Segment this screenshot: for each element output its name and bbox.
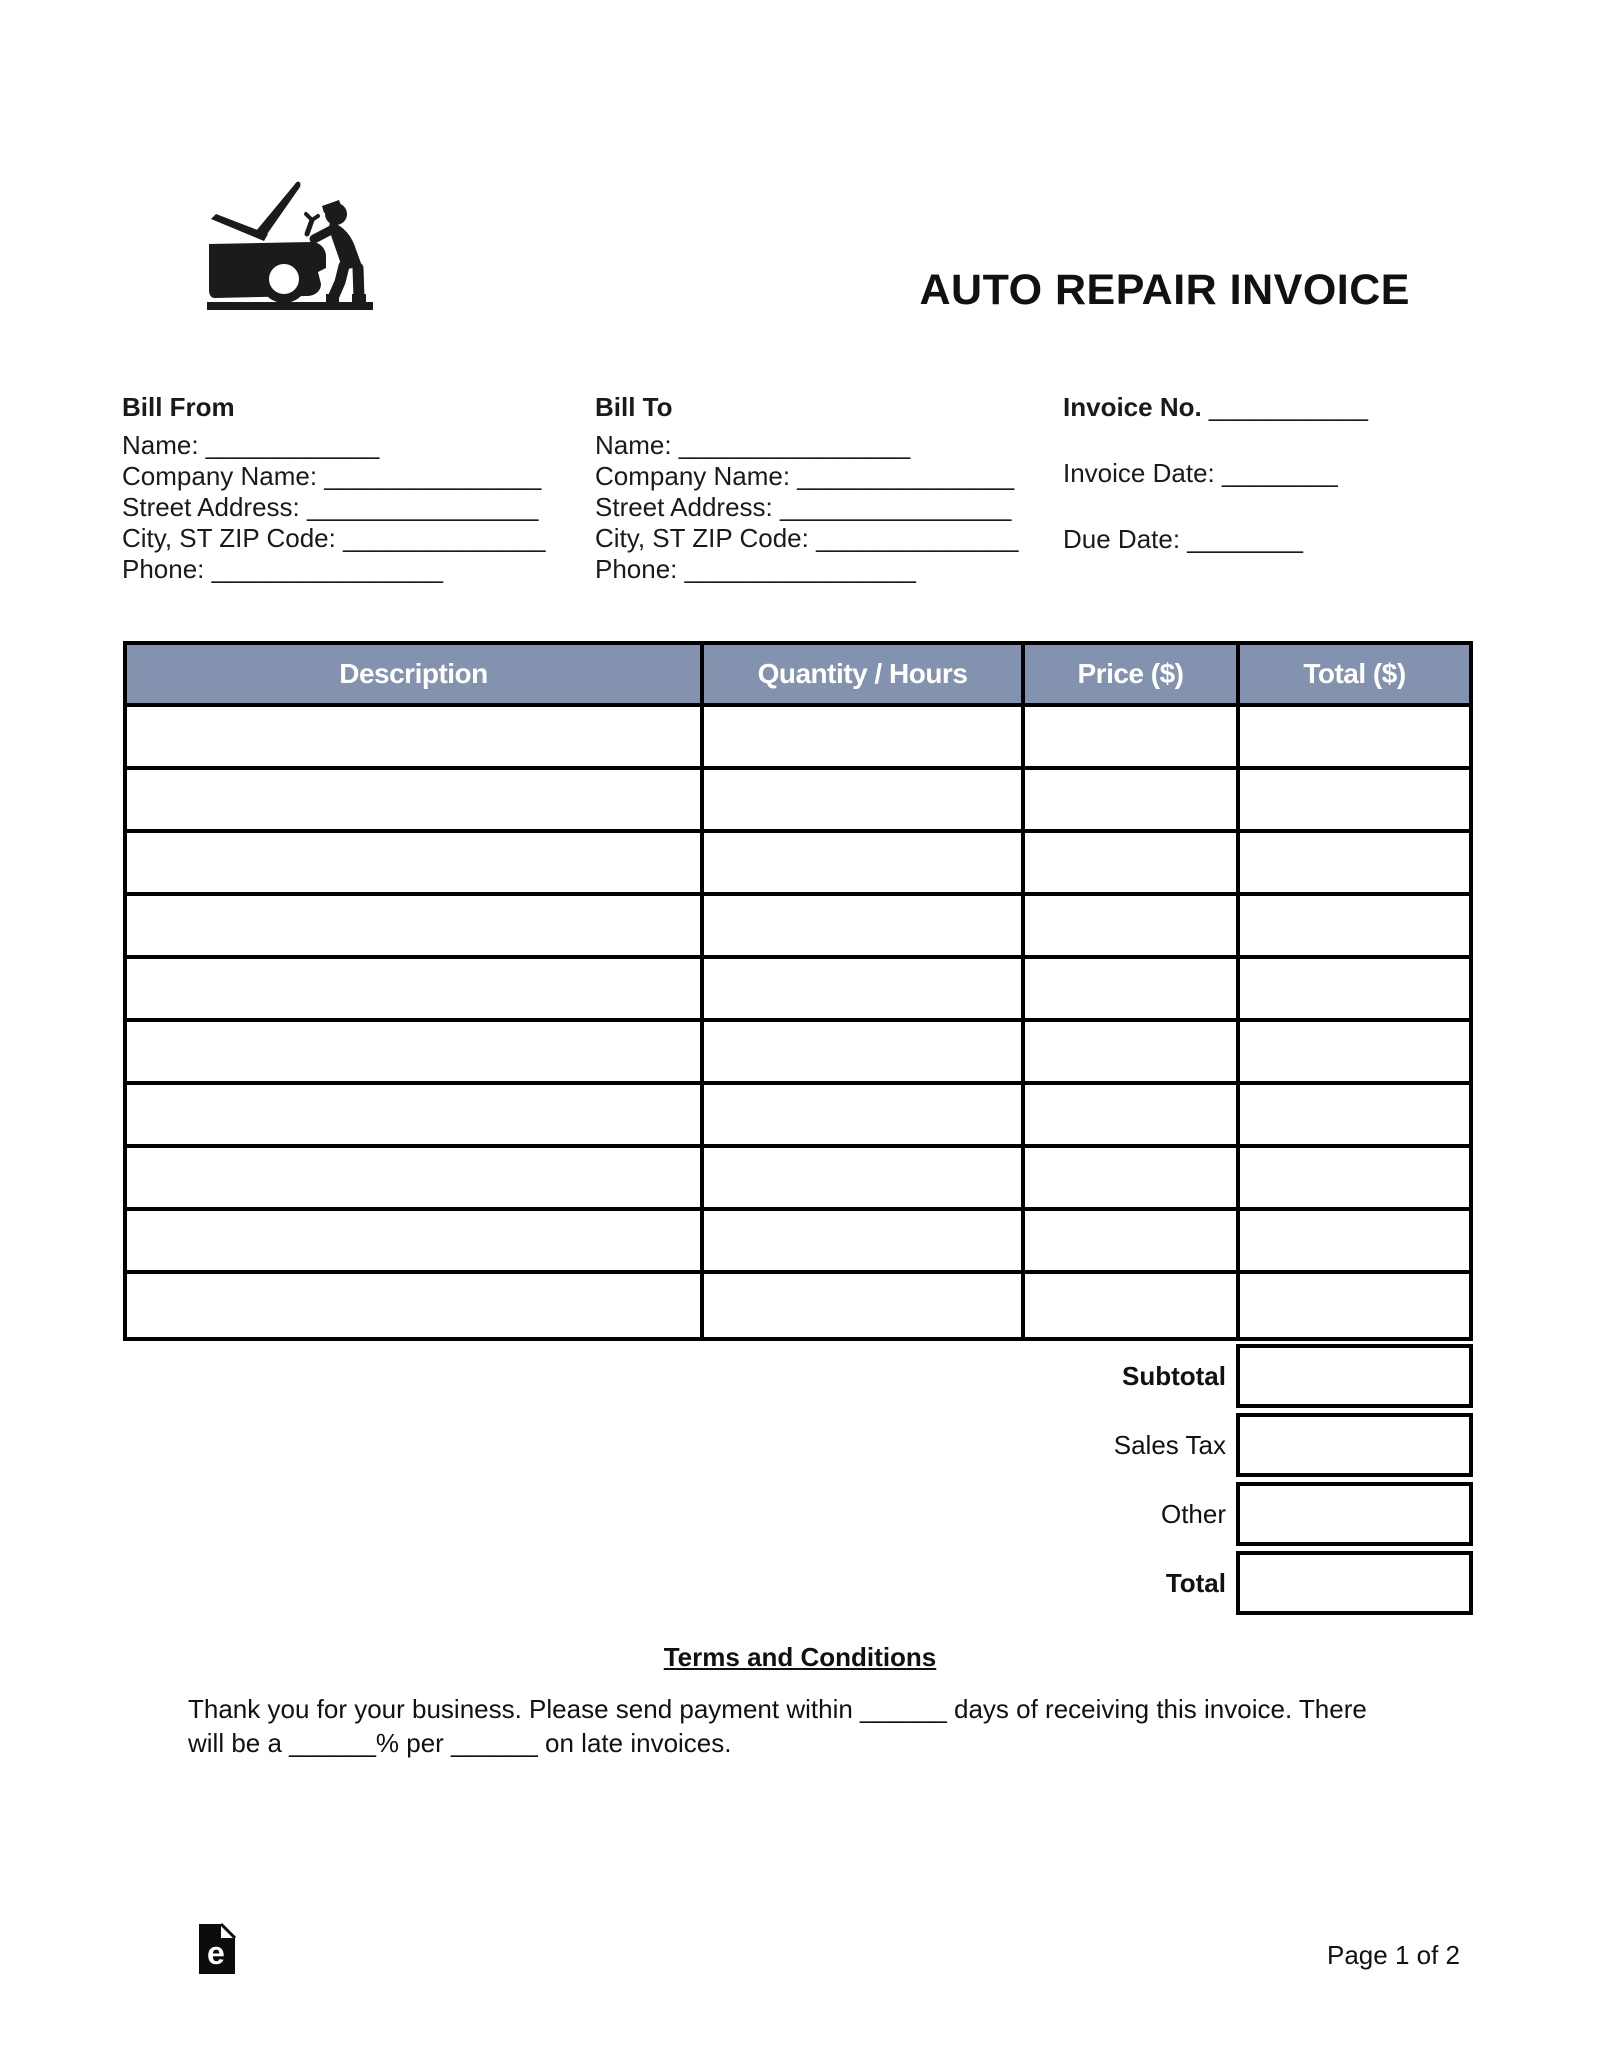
due-date-label: Due Date:	[1063, 524, 1181, 554]
summary-row-other	[1160, 1482, 1473, 1546]
column-header-quantity-hours: Quantity / Hours	[704, 645, 1025, 707]
summary-row-total	[1165, 1551, 1473, 1615]
terms-line-1: Thank you for your business. Please send payment within ______ days of receiving this invoice. There	[188, 1694, 1367, 1724]
invoice-meta-section	[1063, 392, 1368, 590]
item-cell[interactable]	[127, 1022, 704, 1085]
bill-from-company-line: Company Name: _______________	[122, 461, 542, 491]
bill-from-phone-line: Phone: ________________	[122, 554, 443, 584]
column-header-description: Description	[127, 645, 704, 707]
item-cell[interactable]	[1240, 959, 1469, 1022]
total-label: Total	[1165, 1568, 1226, 1598]
item-cell[interactable]	[1025, 1022, 1240, 1085]
item-cell[interactable]	[1240, 896, 1469, 959]
bill-from-section	[122, 392, 546, 585]
bill-to-street-line: Street Address: ________________	[595, 492, 1012, 522]
item-cell[interactable]	[1240, 1211, 1469, 1274]
item-cell[interactable]	[1240, 1148, 1469, 1211]
item-cell[interactable]	[1025, 833, 1240, 896]
item-cell[interactable]	[704, 959, 1025, 1022]
item-cell[interactable]	[704, 1085, 1025, 1148]
item-cell[interactable]	[127, 896, 704, 959]
due-date-blank: ________	[1180, 524, 1303, 554]
bill-to-company-line: Company Name: _______________	[595, 461, 1015, 491]
bill-from-name-line: Name: ____________	[122, 430, 380, 460]
total-value-box[interactable]	[1236, 1551, 1473, 1615]
invoice-no-label: Invoice No.	[1063, 392, 1202, 422]
item-cell[interactable]	[704, 1211, 1025, 1274]
summary-row-subtotal	[1122, 1344, 1473, 1408]
item-cell[interactable]	[704, 1274, 1025, 1337]
item-cell[interactable]	[1025, 896, 1240, 959]
summary-row-sales-tax	[1113, 1413, 1473, 1477]
item-cell[interactable]	[704, 1022, 1025, 1085]
terms-line-2: will be a ______% per ______ on late invoices.	[188, 1728, 732, 1758]
item-cell[interactable]	[1025, 770, 1240, 833]
item-cell[interactable]	[1025, 959, 1240, 1022]
bill-from-heading: Bill From	[122, 392, 235, 422]
page-title: AUTO REPAIR INVOICE	[919, 266, 1410, 314]
item-cell[interactable]	[1240, 833, 1469, 896]
invoice-date-line	[1063, 458, 1368, 489]
page-number: Page 1 of 2	[1327, 1940, 1460, 1970]
item-cell[interactable]	[704, 896, 1025, 959]
item-cell[interactable]	[127, 833, 704, 896]
column-header-price: Price ($)	[1025, 645, 1240, 707]
bill-from-city-line: City, ST ZIP Code: ______________	[122, 523, 546, 553]
item-cell[interactable]	[127, 707, 704, 770]
due-date-line	[1063, 524, 1368, 555]
bill-to-name-line: Name: ________________	[595, 430, 911, 460]
item-cell[interactable]	[127, 770, 704, 833]
item-cell[interactable]	[1025, 1211, 1240, 1274]
item-cell[interactable]	[1240, 1085, 1469, 1148]
auto-repair-logo-icon	[193, 172, 405, 320]
other-label: Other	[1160, 1499, 1226, 1529]
item-cell[interactable]	[1025, 707, 1240, 770]
items-table	[123, 641, 1473, 1341]
terms-heading: Terms and Conditions	[663, 1642, 937, 1672]
column-header-total: Total ($)	[1240, 645, 1469, 707]
bill-to-section	[595, 392, 1019, 585]
invoice-date-label: Invoice Date:	[1063, 458, 1215, 488]
svg-text:e: e	[207, 1935, 225, 1971]
item-cell[interactable]	[1240, 1274, 1469, 1337]
item-cell[interactable]	[127, 1211, 704, 1274]
invoice-no-line	[1063, 392, 1368, 423]
bill-to-city-line: City, ST ZIP Code: ______________	[595, 523, 1019, 553]
sales-tax-label: Sales Tax	[1113, 1430, 1226, 1460]
subtotal-label: Subtotal	[1122, 1361, 1226, 1391]
item-cell[interactable]	[127, 1148, 704, 1211]
item-cell[interactable]	[704, 1148, 1025, 1211]
item-cell[interactable]	[1025, 1148, 1240, 1211]
eforms-logo-icon	[197, 1922, 237, 1976]
other-value-box[interactable]	[1236, 1482, 1473, 1546]
item-cell[interactable]	[1025, 1274, 1240, 1337]
bill-from-street-line: Street Address: ________________	[122, 492, 539, 522]
item-cell[interactable]	[704, 833, 1025, 896]
subtotal-value-box[interactable]	[1236, 1344, 1473, 1408]
invoice-date-blank: ________	[1214, 458, 1338, 488]
bill-to-heading: Bill To	[595, 392, 673, 422]
item-cell[interactable]	[1240, 770, 1469, 833]
invoice-no-blank: ___________	[1201, 392, 1368, 422]
item-cell[interactable]	[704, 770, 1025, 833]
item-cell[interactable]	[1025, 1085, 1240, 1148]
item-cell[interactable]	[1240, 1022, 1469, 1085]
item-cell[interactable]	[127, 959, 704, 1022]
item-cell[interactable]	[127, 1274, 704, 1337]
bill-to-phone-line: Phone: ________________	[595, 554, 916, 584]
item-cell[interactable]	[704, 707, 1025, 770]
terms-paragraph	[188, 1692, 1448, 1760]
summary-section	[1113, 1344, 1473, 1620]
item-cell[interactable]	[127, 1085, 704, 1148]
sales-tax-value-box[interactable]	[1236, 1413, 1473, 1477]
item-cell[interactable]	[1240, 707, 1469, 770]
